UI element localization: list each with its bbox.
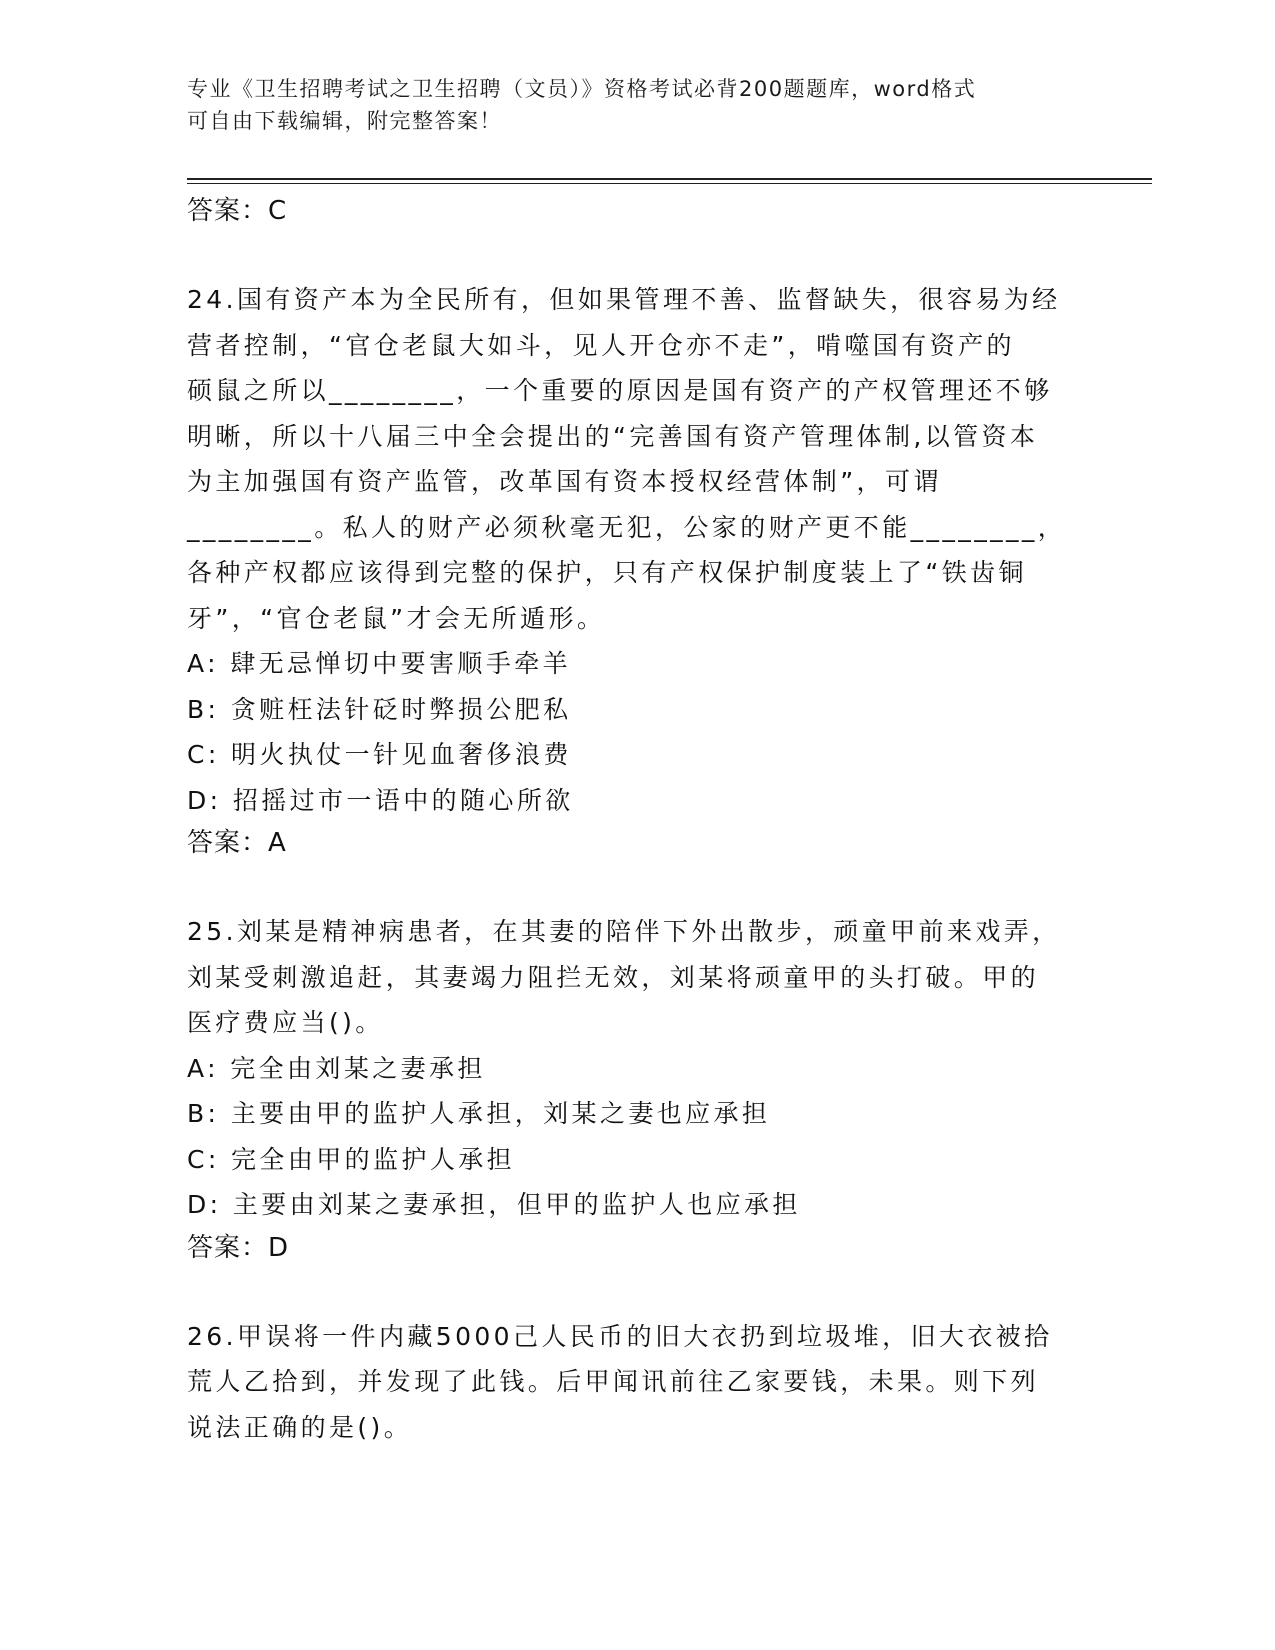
question-line: 硕鼠之所以________，一个重要的原因是国有资产的产权管理还不够 — [187, 376, 1053, 405]
question-line: 牙”，“官仓老鼠”才会无所遁形。 — [187, 603, 606, 633]
question-line: 24.国有资产本为全民所有，但如果管理不善、监督缺失，很容易为经 — [187, 285, 1061, 314]
header-line-1: 专业《卫生招聘考试之卫生招聘（文员）》资格考试必背200题题库，word格式 — [187, 77, 977, 101]
question-line: 刘某受刺激追赶，其妻竭力阻拦无效，刘某将顽童甲的头打破。甲的 — [187, 962, 1040, 992]
question-line: 为主加强国有资产监管，改革国有资本授权经营体制”，可谓 — [187, 467, 942, 496]
header-divider-thin — [187, 183, 1152, 184]
option-a: A: 肆无忌惮切中要害顺手牵羊 — [187, 649, 572, 678]
answer: 答案：A — [187, 828, 287, 858]
answer: 答案：D — [187, 1232, 290, 1263]
question-line: 荒人乙拾到，并发现了此钱。后甲闻讯前往乙家要钱，未果。则下列 — [187, 1367, 1040, 1396]
question-line: 各种产权都应该得到完整的保护，只有产权保护制度装上了“铁齿铜 — [187, 558, 1027, 587]
question-line: 25.刘某是精神病患者，在其妻的陪伴下外出散步，顽童甲前来戏弄， — [187, 917, 1061, 946]
option-b: B: 贪赃枉法针砭时弊损公肥私 — [187, 694, 572, 724]
option-a: A: 完全由刘某之妻承担 — [187, 1053, 486, 1083]
option-c: C: 完全由甲的监护人承担 — [187, 1144, 516, 1174]
question-24 — [187, 277, 1087, 863]
question-25 — [187, 909, 1087, 1268]
option-b: B: 主要由甲的监护人承担，刘某之妻也应承担 — [187, 1099, 771, 1128]
question-line: 说法正确的是()。 — [187, 1412, 413, 1442]
page-header — [187, 73, 1067, 137]
option-d: D: 主要由刘某之妻承担，但甲的监护人也应承担 — [187, 1190, 801, 1219]
question-line: 营者控制，“官仓老鼠大如斗，见人开仓亦不走”，啃噬国有资产的 — [187, 330, 1015, 360]
question-line: 明晰，所以十八届三中全会提出的“完善国有资产管理体制,以管资本 — [187, 421, 1039, 451]
header-line-2: 可自由下载编辑，附完整答案！ — [187, 109, 502, 133]
previous-answer: 答案：C — [187, 196, 288, 226]
question-line: 医疗费应当()。 — [187, 1008, 384, 1037]
question-26 — [187, 1314, 1087, 1451]
option-d: D: 招摇过市一语中的随心所欲 — [187, 785, 574, 815]
document-body — [187, 191, 1087, 1450]
option-c: C: 明火执仗一针见血奢侈浪费 — [187, 740, 572, 769]
question-line: ________。私人的财产必须秋毫无犯，公家的财产更不能________， — [187, 512, 1067, 542]
question-line: 26.甲误将一件内藏5000己人民币的旧大衣扔到垃圾堆，旧大衣被拾 — [187, 1321, 1053, 1351]
header-divider-thick — [187, 178, 1152, 180]
